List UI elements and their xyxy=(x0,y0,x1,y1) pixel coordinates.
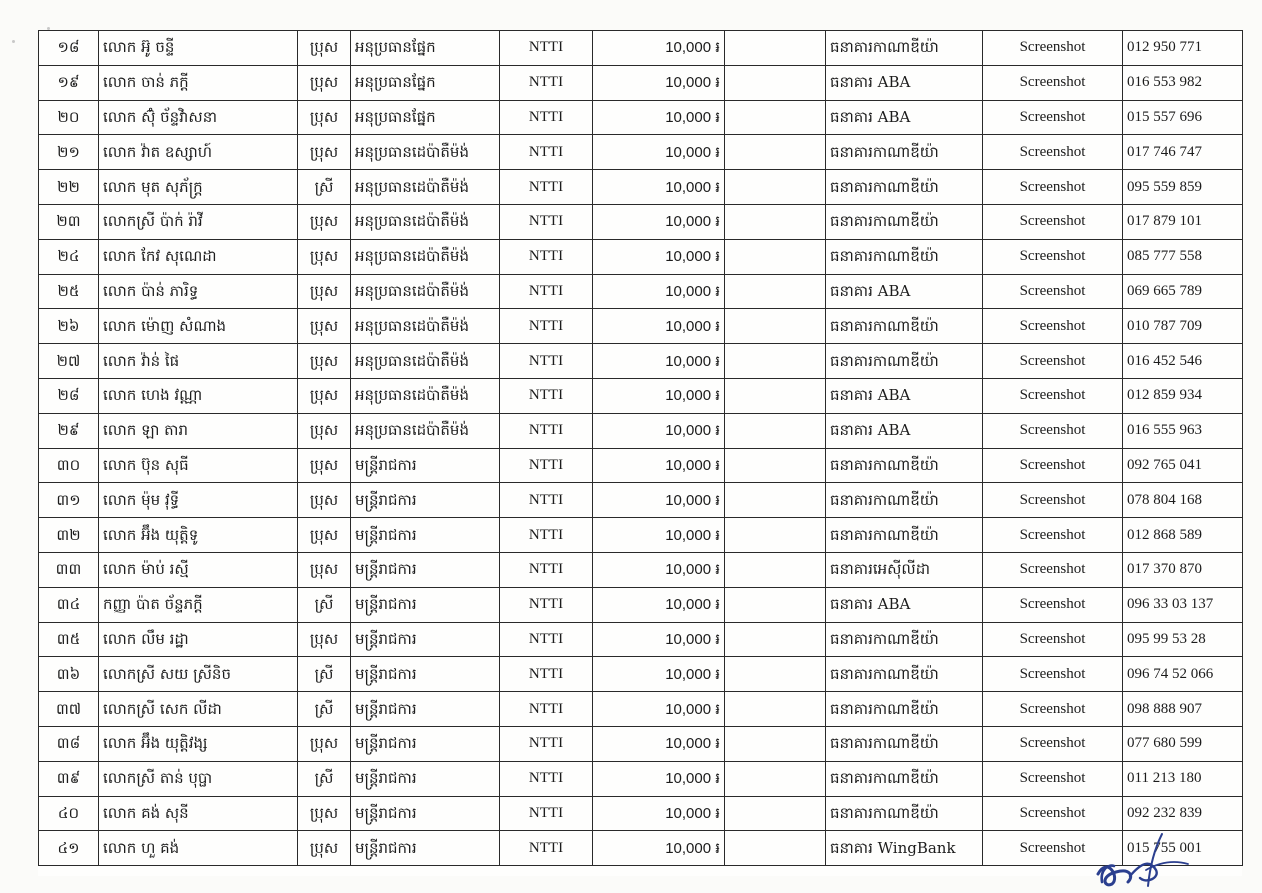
cell-gender: ប្រុស xyxy=(298,483,351,518)
cell-name: លោក ម៉ុម វុទ្ធី xyxy=(99,483,298,518)
cell-proof: Screenshot xyxy=(983,378,1123,413)
cell-name: លោក ម៉ាប់ រស្មី xyxy=(99,552,298,587)
table-row xyxy=(39,761,1243,796)
cell-number: ៣៧ xyxy=(39,692,99,727)
cell-institution: NTTI xyxy=(500,65,593,100)
cell-empty xyxy=(725,31,826,66)
cell-phone: 015 557 696 xyxy=(1123,100,1243,135)
scan-speck xyxy=(12,40,15,43)
cell-institution: NTTI xyxy=(500,170,593,205)
cell-institution: NTTI xyxy=(500,587,593,622)
table-row xyxy=(39,65,1243,100)
cell-number: ២០ xyxy=(39,100,99,135)
table-row xyxy=(39,100,1243,135)
table-row xyxy=(39,204,1243,239)
cell-phone: 085 777 558 xyxy=(1123,239,1243,274)
table-row xyxy=(39,274,1243,309)
cell-amount: 10,000 ៛ xyxy=(593,274,725,309)
cell-proof: Screenshot xyxy=(983,135,1123,170)
cell-name: លោក ចាន់ ភក្តី xyxy=(99,65,298,100)
cell-phone: 095 559 859 xyxy=(1123,170,1243,205)
table-row xyxy=(39,344,1243,379)
cell-phone: 012 868 589 xyxy=(1123,518,1243,553)
cell-number: ២៦ xyxy=(39,309,99,344)
table-row xyxy=(39,587,1243,622)
cell-proof: Screenshot xyxy=(983,657,1123,692)
cell-gender: ស្រី xyxy=(298,761,351,796)
cell-bank: ធនាគារ ABA xyxy=(826,100,983,135)
cell-empty xyxy=(725,378,826,413)
cell-number: ២៥ xyxy=(39,274,99,309)
cell-phone: 017 746 747 xyxy=(1123,135,1243,170)
cell-gender: ប្រុស xyxy=(298,100,351,135)
cell-empty xyxy=(725,518,826,553)
document-sheet xyxy=(38,30,1242,876)
cell-phone: 016 452 546 xyxy=(1123,344,1243,379)
roster-table xyxy=(38,30,1243,866)
table-row xyxy=(39,309,1243,344)
table-row xyxy=(39,622,1243,657)
cell-institution: NTTI xyxy=(500,344,593,379)
cell-position: អនុប្រធានដេប៉ាតឺម៉ង់ xyxy=(351,274,500,309)
cell-amount: 10,000 ៛ xyxy=(593,518,725,553)
cell-institution: NTTI xyxy=(500,552,593,587)
cell-name: លោក លឹម រដ្ឋា xyxy=(99,622,298,657)
cell-phone: 095 99 53 28 xyxy=(1123,622,1243,657)
cell-empty xyxy=(725,135,826,170)
cell-empty xyxy=(725,100,826,135)
cell-position: អនុប្រធានដេប៉ាតឺម៉ង់ xyxy=(351,309,500,344)
cell-number: ៣៤ xyxy=(39,587,99,622)
cell-name: លោក ប៉ាន់ ភារិទ្ធ xyxy=(99,274,298,309)
cell-empty xyxy=(725,344,826,379)
cell-position: អនុប្រធានដេប៉ាតឺម៉ង់ xyxy=(351,204,500,239)
table-row xyxy=(39,239,1243,274)
cell-bank: ធនាគារកាណាឌីយ៉ា xyxy=(826,692,983,727)
cell-gender: ប្រុស xyxy=(298,135,351,170)
cell-phone: 098 888 907 xyxy=(1123,692,1243,727)
cell-position: អនុប្រធានផ្នែក xyxy=(351,65,500,100)
cell-bank: ធនាគារកាណាឌីយ៉ា xyxy=(826,448,983,483)
cell-amount: 10,000 ៛ xyxy=(593,831,725,866)
cell-empty xyxy=(725,726,826,761)
cell-bank: ធនាគារកាណាឌីយ៉ា xyxy=(826,239,983,274)
cell-number: ២៧ xyxy=(39,344,99,379)
cell-bank: ធនាគារកាណាឌីយ៉ា xyxy=(826,518,983,553)
cell-amount: 10,000 ៛ xyxy=(593,552,725,587)
cell-number: ៣១ xyxy=(39,483,99,518)
cell-empty xyxy=(725,657,826,692)
cell-gender: ស្រី xyxy=(298,692,351,727)
cell-number: ៣៥ xyxy=(39,622,99,657)
cell-gender: ប្រុស xyxy=(298,204,351,239)
cell-empty xyxy=(725,622,826,657)
cell-institution: NTTI xyxy=(500,657,593,692)
cell-bank: ធនាគារ ABA xyxy=(826,65,983,100)
cell-number: ៣៦ xyxy=(39,657,99,692)
cell-institution: NTTI xyxy=(500,413,593,448)
cell-amount: 10,000 ៛ xyxy=(593,309,725,344)
cell-institution: NTTI xyxy=(500,726,593,761)
cell-name: លោកស្រី សយ ស្រីនិច xyxy=(99,657,298,692)
cell-bank: ធនាគារកាណាឌីយ៉ា xyxy=(826,31,983,66)
cell-position: អនុប្រធានផ្នែក xyxy=(351,100,500,135)
cell-gender: ប្រុស xyxy=(298,831,351,866)
cell-amount: 10,000 ៛ xyxy=(593,587,725,622)
cell-name: លោក វ៉ាន់ ផៃ xyxy=(99,344,298,379)
cell-bank: ធនាគារកាណាឌីយ៉ា xyxy=(826,761,983,796)
cell-empty xyxy=(725,448,826,483)
cell-number: ២១ xyxy=(39,135,99,170)
cell-proof: Screenshot xyxy=(983,239,1123,274)
cell-gender: ស្រី xyxy=(298,657,351,692)
cell-empty xyxy=(725,413,826,448)
scan-speck xyxy=(47,27,50,30)
cell-number: ១៩ xyxy=(39,65,99,100)
cell-position: មន្ត្រីរាជការ xyxy=(351,448,500,483)
cell-phone: 096 33 03 137 xyxy=(1123,587,1243,622)
cell-number: ២២ xyxy=(39,170,99,205)
cell-proof: Screenshot xyxy=(983,831,1123,866)
cell-bank: ធនាគារ ABA xyxy=(826,378,983,413)
cell-phone: 010 787 709 xyxy=(1123,309,1243,344)
cell-name: លោក ហួ គង់ xyxy=(99,831,298,866)
cell-number: ៤០ xyxy=(39,796,99,831)
cell-empty xyxy=(725,761,826,796)
cell-bank: ធនាគារកាណាឌីយ៉ា xyxy=(826,344,983,379)
cell-proof: Screenshot xyxy=(983,65,1123,100)
cell-empty xyxy=(725,483,826,518)
cell-phone: 011 213 180 xyxy=(1123,761,1243,796)
cell-number: ២៩ xyxy=(39,413,99,448)
cell-institution: NTTI xyxy=(500,761,593,796)
cell-amount: 10,000 ៛ xyxy=(593,170,725,205)
cell-empty xyxy=(725,309,826,344)
cell-bank: ធនាគារកាណាឌីយ៉ា xyxy=(826,309,983,344)
cell-position: អនុប្រធានដេប៉ាតឺម៉ង់ xyxy=(351,344,500,379)
cell-position: មន្ត្រីរាជការ xyxy=(351,796,500,831)
cell-name: លោក ប៊ុន សុធី xyxy=(99,448,298,483)
cell-gender: ប្រុស xyxy=(298,726,351,761)
cell-number: ១៨ xyxy=(39,31,99,66)
cell-position: អនុប្រធានផ្នែក xyxy=(351,31,500,66)
cell-institution: NTTI xyxy=(500,378,593,413)
cell-gender: ប្រុស xyxy=(298,448,351,483)
cell-position: អនុប្រធានដេប៉ាតឺម៉ង់ xyxy=(351,239,500,274)
cell-number: ៣៩ xyxy=(39,761,99,796)
cell-proof: Screenshot xyxy=(983,483,1123,518)
cell-phone: 096 74 52 066 xyxy=(1123,657,1243,692)
cell-gender: ប្រុស xyxy=(298,274,351,309)
cell-bank: ធនាគារកាណាឌីយ៉ា xyxy=(826,483,983,518)
cell-institution: NTTI xyxy=(500,309,593,344)
cell-position: មន្ត្រីរាជការ xyxy=(351,761,500,796)
cell-empty xyxy=(725,274,826,309)
cell-number: ២៤ xyxy=(39,239,99,274)
cell-number: ៣៨ xyxy=(39,726,99,761)
cell-institution: NTTI xyxy=(500,692,593,727)
cell-position: មន្ត្រីរាជការ xyxy=(351,657,500,692)
cell-proof: Screenshot xyxy=(983,552,1123,587)
cell-amount: 10,000 ៛ xyxy=(593,100,725,135)
cell-name: លោក អ៊ឹង យុត្តិវង្ស xyxy=(99,726,298,761)
cell-gender: ប្រុស xyxy=(298,552,351,587)
cell-name: លោក ស៊ុំ ច័ន្ទវិាសនា xyxy=(99,100,298,135)
cell-bank: ធនាគារ WingBank xyxy=(826,831,983,866)
cell-institution: NTTI xyxy=(500,622,593,657)
cell-phone: 078 804 168 xyxy=(1123,483,1243,518)
cell-empty xyxy=(725,170,826,205)
cell-institution: NTTI xyxy=(500,483,593,518)
cell-position: មន្ត្រីរាជការ xyxy=(351,552,500,587)
cell-name: លោក វ៉ាត ឧស្សាហ៍ xyxy=(99,135,298,170)
cell-phone: 077 680 599 xyxy=(1123,726,1243,761)
cell-empty xyxy=(725,796,826,831)
handwritten-signature-icon xyxy=(1090,826,1200,888)
cell-empty xyxy=(725,204,826,239)
cell-proof: Screenshot xyxy=(983,344,1123,379)
cell-name: លោក អ៊ឹង យុត្តិទូ xyxy=(99,518,298,553)
cell-number: ៤១ xyxy=(39,831,99,866)
cell-amount: 10,000 ៛ xyxy=(593,483,725,518)
cell-number: ៣០ xyxy=(39,448,99,483)
cell-name: លោក កែវ សុណេដា xyxy=(99,239,298,274)
cell-position: មន្ត្រីរាជការ xyxy=(351,831,500,866)
cell-institution: NTTI xyxy=(500,204,593,239)
cell-gender: ប្រុស xyxy=(298,518,351,553)
cell-proof: Screenshot xyxy=(983,204,1123,239)
cell-phone: 092 232 839 xyxy=(1123,796,1243,831)
cell-proof: Screenshot xyxy=(983,448,1123,483)
cell-position: មន្ត្រីរាជការ xyxy=(351,726,500,761)
cell-position: អនុប្រធានដេប៉ាតឺម៉ង់ xyxy=(351,413,500,448)
cell-gender: ប្រុស xyxy=(298,309,351,344)
cell-proof: Screenshot xyxy=(983,726,1123,761)
table-row xyxy=(39,726,1243,761)
cell-position: អនុប្រធានដេប៉ាតឺម៉ង់ xyxy=(351,170,500,205)
cell-gender: ប្រុស xyxy=(298,413,351,448)
cell-phone: 012 950 771 xyxy=(1123,31,1243,66)
table-row xyxy=(39,657,1243,692)
cell-bank: ធនាគារ ABA xyxy=(826,413,983,448)
table-row xyxy=(39,831,1243,866)
table-row xyxy=(39,692,1243,727)
cell-name: កញ្ញា ប៉ាត ច័ន្ទភក្តី xyxy=(99,587,298,622)
cell-amount: 10,000 ៛ xyxy=(593,761,725,796)
cell-proof: Screenshot xyxy=(983,692,1123,727)
cell-empty xyxy=(725,692,826,727)
cell-phone: 017 879 101 xyxy=(1123,204,1243,239)
cell-position: មន្ត្រីរាជការ xyxy=(351,483,500,518)
cell-institution: NTTI xyxy=(500,31,593,66)
cell-proof: Screenshot xyxy=(983,587,1123,622)
cell-amount: 10,000 ៛ xyxy=(593,692,725,727)
cell-amount: 10,000 ៛ xyxy=(593,378,725,413)
cell-name: លោកស្រី តាន់ បុប្ផា xyxy=(99,761,298,796)
cell-empty xyxy=(725,239,826,274)
cell-empty xyxy=(725,587,826,622)
cell-institution: NTTI xyxy=(500,796,593,831)
cell-gender: ប្រុស xyxy=(298,378,351,413)
cell-institution: NTTI xyxy=(500,239,593,274)
cell-proof: Screenshot xyxy=(983,309,1123,344)
cell-amount: 10,000 ៛ xyxy=(593,657,725,692)
cell-gender: ស្រី xyxy=(298,170,351,205)
cell-bank: ធនាគារកាណាឌីយ៉ា xyxy=(826,204,983,239)
cell-name: លោក អ៊ូ ចន្ទី xyxy=(99,31,298,66)
cell-amount: 10,000 ៛ xyxy=(593,31,725,66)
cell-position: អនុប្រធានដេប៉ាតឺម៉ង់ xyxy=(351,378,500,413)
table-row xyxy=(39,518,1243,553)
cell-phone: 012 859 934 xyxy=(1123,378,1243,413)
cell-gender: ប្រុស xyxy=(298,344,351,379)
cell-proof: Screenshot xyxy=(983,622,1123,657)
cell-number: ៣២ xyxy=(39,518,99,553)
cell-number: ២៨ xyxy=(39,378,99,413)
cell-gender: ប្រុស xyxy=(298,31,351,66)
cell-amount: 10,000 ៛ xyxy=(593,622,725,657)
cell-number: ៣៣ xyxy=(39,552,99,587)
table-row xyxy=(39,378,1243,413)
cell-number: ២៣ xyxy=(39,204,99,239)
table-row xyxy=(39,31,1243,66)
cell-name: លោកស្រី សេក លីដា xyxy=(99,692,298,727)
cell-position: មន្ត្រីរាជការ xyxy=(351,622,500,657)
table-row xyxy=(39,552,1243,587)
cell-name: លោក ឡា តារា xyxy=(99,413,298,448)
cell-bank: ធនាគារកាណាឌីយ៉ា xyxy=(826,657,983,692)
cell-position: មន្ត្រីរាជការ xyxy=(351,692,500,727)
cell-amount: 10,000 ៛ xyxy=(593,448,725,483)
cell-proof: Screenshot xyxy=(983,518,1123,553)
cell-institution: NTTI xyxy=(500,831,593,866)
cell-amount: 10,000 ៛ xyxy=(593,135,725,170)
cell-gender: ប្រុស xyxy=(298,622,351,657)
cell-amount: 10,000 ៛ xyxy=(593,726,725,761)
cell-amount: 10,000 ៛ xyxy=(593,796,725,831)
cell-gender: ប្រុស xyxy=(298,239,351,274)
cell-position: មន្ត្រីរាជការ xyxy=(351,518,500,553)
cell-proof: Screenshot xyxy=(983,761,1123,796)
cell-institution: NTTI xyxy=(500,135,593,170)
cell-institution: NTTI xyxy=(500,518,593,553)
cell-gender: ប្រុស xyxy=(298,65,351,100)
roster-body xyxy=(39,31,1243,866)
cell-gender: ស្រី xyxy=(298,587,351,622)
table-row xyxy=(39,483,1243,518)
cell-amount: 10,000 ៛ xyxy=(593,204,725,239)
cell-position: អនុប្រធានដេប៉ាតឺម៉ង់ xyxy=(351,135,500,170)
cell-gender: ប្រុស xyxy=(298,796,351,831)
cell-institution: NTTI xyxy=(500,448,593,483)
cell-institution: NTTI xyxy=(500,100,593,135)
cell-proof: Screenshot xyxy=(983,413,1123,448)
cell-phone: 016 555 963 xyxy=(1123,413,1243,448)
cell-bank: ធនាគារ ABA xyxy=(826,587,983,622)
table-row xyxy=(39,448,1243,483)
cell-amount: 10,000 ៛ xyxy=(593,65,725,100)
cell-phone: 017 370 870 xyxy=(1123,552,1243,587)
cell-proof: Screenshot xyxy=(983,31,1123,66)
cell-bank: ធនាគារកាណាឌីយ៉ា xyxy=(826,622,983,657)
table-row xyxy=(39,135,1243,170)
cell-proof: Screenshot xyxy=(983,274,1123,309)
cell-bank: ធនាគារកាណាឌីយ៉ា xyxy=(826,796,983,831)
cell-phone: 016 553 982 xyxy=(1123,65,1243,100)
cell-proof: Screenshot xyxy=(983,100,1123,135)
cell-name: លោក មុត សុភ័ក្ត្រ xyxy=(99,170,298,205)
cell-empty xyxy=(725,831,826,866)
cell-empty xyxy=(725,552,826,587)
cell-bank: ធនាគារកាណាឌីយ៉ា xyxy=(826,726,983,761)
cell-amount: 10,000 ៛ xyxy=(593,239,725,274)
cell-empty xyxy=(725,65,826,100)
cell-amount: 10,000 ៛ xyxy=(593,344,725,379)
cell-name: លោកស្រី ប៉ាក់ រ៉ាវី xyxy=(99,204,298,239)
cell-phone: 015 755 001 xyxy=(1123,831,1243,866)
table-row xyxy=(39,796,1243,831)
cell-name: លោក គង់ សុនី xyxy=(99,796,298,831)
cell-proof: Screenshot xyxy=(983,796,1123,831)
cell-phone: 069 665 789 xyxy=(1123,274,1243,309)
cell-bank: ធនាគារអេស៊ីលីដា xyxy=(826,552,983,587)
cell-bank: ធនាគារកាណាឌីយ៉ា xyxy=(826,135,983,170)
cell-position: មន្ត្រីរាជការ xyxy=(351,587,500,622)
cell-phone: 092 765 041 xyxy=(1123,448,1243,483)
table-row xyxy=(39,170,1243,205)
table-row xyxy=(39,413,1243,448)
cell-amount: 10,000 ៛ xyxy=(593,413,725,448)
cell-bank: ធនាគារ ABA xyxy=(826,274,983,309)
cell-name: លោក ហេង វណ្ណា xyxy=(99,378,298,413)
cell-proof: Screenshot xyxy=(983,170,1123,205)
cell-bank: ធនាគារកាណាឌីយ៉ា xyxy=(826,170,983,205)
cell-name: លោក ម៉ោញ សំណាង xyxy=(99,309,298,344)
cell-institution: NTTI xyxy=(500,274,593,309)
